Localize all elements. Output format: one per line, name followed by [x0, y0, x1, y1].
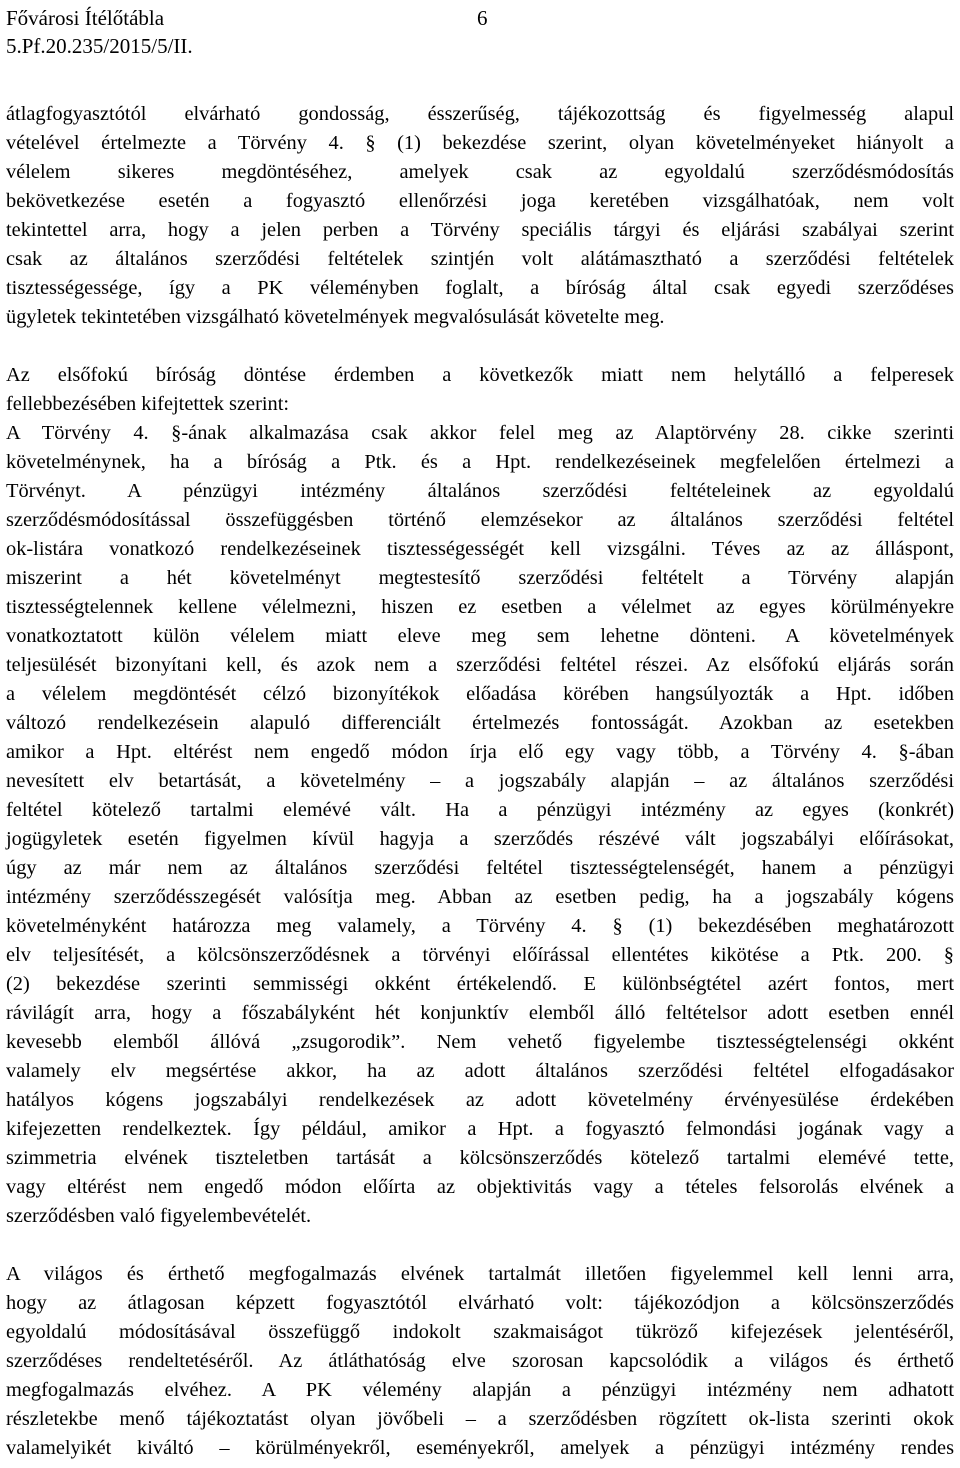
court-name-line: [6, 4, 946, 32]
text-line: tisztességtelennek kellene vélelmezni, hiszen ez esetben a vélelmet az egyes körülményekre: [6, 596, 954, 618]
text-line: megfogalmazás elvéhez. A PK vélemény alapján a pénzügyi intézmény nem adhatott: [6, 1379, 954, 1401]
text-line: egyoldalú módosításával összefüggő indokolt szakmaiságot tükröző kifejezések jelentéséről,: [6, 1321, 954, 1343]
text-line: nevesített elv betartását, a követelmény – a jogszabály alapján – az általános szerződési: [6, 770, 954, 792]
paragraph-1: [6, 100, 954, 332]
case-number: 5.Pf.20.235/2015/5/II.: [6, 34, 193, 58]
paragraph-3: [6, 1260, 954, 1463]
text-line: ok-listára vonatkozó rendelkezéseinek tisztességességét kell vizsgálni. Téves az az álláspont,: [6, 538, 954, 560]
text-line: vételével értelmezte a Törvény 4. § (1) bekezdése szerint, olyan követelményeket hiányolt a: [6, 132, 954, 154]
text-line: bekövetkezése esetén a fogyasztó ellenőrzési joga keretében vizsgálhatóak, nem volt: [6, 190, 954, 212]
text-line: szerződésmódosítással összefüggésben történő elemzésekor az általános szerződési feltétel: [6, 509, 954, 531]
text-line: vagy eltérést nem engedő módon előírta az objektivitás vagy a tételes felsorolás elvének a: [6, 1176, 954, 1198]
text-line: rávilágít arra, hogy a főszabályként hét konjunktív elemből álló feltételsor adott esetben ennél: [6, 1002, 954, 1024]
text-line: úgy az már nem az általános szerződési feltétel tisztességtelenségét, hanem a pénzügyi: [6, 857, 954, 879]
text-line: intézmény szerződésszegését valósítja meg. Abban az esetben pedig, ha a jogszabály kógens: [6, 886, 954, 908]
text-line: elv teljesítését, a kölcsönszerződésnek a törvényi előírással ellentétes kikötése a Ptk. 200. §: [6, 944, 954, 966]
text-line: fellebbezésében kifejtettek szerint:: [6, 393, 290, 415]
text-line: vélelem sikeres megdöntéséhez, amelyek csak az egyoldalú szerződésmódosítás: [6, 161, 954, 183]
text-line: jogügyletek esetén figyelmen kívül hagyja a szerződés részévé vált jogszabályi előírásokat,: [6, 828, 954, 850]
text-line: feltétel kötelező tartalmi elemévé vált. Ha a pénzügyi intézmény az egyes (konkrét): [6, 799, 954, 821]
text-line: vonatkoztatott külön vélelem miatt eleve meg sem lehetne dönteni. A követelmények: [6, 625, 954, 647]
text-line: Az elsőfokú bíróság döntése érdemben a következők miatt nem helytálló a felperesek: [6, 364, 954, 386]
text-line: hatályos kógens jogszabályi rendelkezések az adott követelmény érvényesülése érdekében: [6, 1089, 954, 1111]
text-line: szerződésben való figyelembevételét.: [6, 1205, 312, 1227]
document-body: [6, 100, 954, 1463]
text-line: tekintettel arra, hogy a jelen perben a Törvény speciális tárgyi és eljárási szabályai szerint: [6, 219, 954, 241]
page-header: [6, 4, 946, 60]
paragraph-2: [6, 361, 954, 1231]
text-line: A Törvény 4. §-ának alkalmazása csak akkor felel meg az Alaptörvény 28. cikke szerinti: [6, 422, 954, 444]
text-line: (2) bekezdése szerinti semmisségi okként értékelendő. E különbségtétel azért fontos, mert: [6, 973, 954, 995]
text-line: a vélelem megdöntését célzó bizonyítékok előadása körében hangsúlyozták a Hpt. időben: [6, 683, 954, 705]
court-name: Fővárosi Ítélőtábla: [6, 6, 165, 30]
page-number: 6: [477, 6, 488, 30]
paragraph-spacer: [6, 332, 954, 361]
text-line: amikor a Hpt. eltérést nem engedő módon írja elő egy vagy több, a Törvény 4. §-ában: [6, 741, 954, 763]
text-line: szerződéses rendeltetéséről. Az átláthatóság elve szorosan kapcsolódik a világos és érthető: [6, 1350, 954, 1372]
text-line: szimmetria elvének tiszteletben tartását a kölcsönszerződés kötelező tartalmi elemévé tette,: [6, 1147, 954, 1169]
text-line: miszerint a hét követelményt megtestesítő szerződési feltételt a Törvény alapján: [6, 567, 954, 589]
text-line: Törvényt. A pénzügyi intézmény általános szerződési feltételeinek az egyoldalú: [6, 480, 954, 502]
paragraph-spacer: [6, 1231, 954, 1260]
text-line: valamelyikét kiváltó – körülményekről, eseményekről, amelyek a pénzügyi intézmény rendes: [6, 1437, 954, 1459]
text-line: részletekbe menő tájékoztatást olyan jövőbeli – a szerződésben rögzített ok-lista szerinti okok: [6, 1408, 954, 1430]
text-line: követelménynek, ha a bíróság a Ptk. és a Hpt. rendelkezéseinek megfelelően értelmezi a: [6, 451, 954, 473]
text-line: kevesebb elemből állóvá „zsugorodik”. Nem vehető figyelembe tisztességtelenségi okként: [6, 1031, 954, 1053]
text-line: hogy az átlagosan képzett fogyasztótól elvárható volt: tájékozódjon a kölcsönszerződés: [6, 1292, 954, 1314]
text-line: kifejezetten rendelkeztek. Így például, amikor a Hpt. a fogyasztó felmondási jogának vagy a: [6, 1118, 954, 1140]
text-line: ügyletek tekintetében vizsgálható követelmények megvalósulását követelte meg.: [6, 306, 665, 328]
text-line: valamely elv megsértése akkor, ha az adott általános szerződési feltétel elfogadásakor: [6, 1060, 954, 1082]
text-line: tisztességessége, így a PK véleményben foglalt, a bíróság által csak egyedi szerződéses: [6, 277, 954, 299]
text-line: csak az általános szerződési feltételek szintjén volt alátámasztható a szerződési feltételek: [6, 248, 954, 270]
text-line: A világos és érthető megfogalmazás elvének tartalmát illetően figyelemmel kell lenni arra,: [6, 1263, 954, 1285]
text-line: változó rendelkezésein alapuló differenciált értelmezés fontosságát. Azokban az esetekben: [6, 712, 954, 734]
text-line: követelményként határozza meg valamely, a Törvény 4. § (1) bekezdésében meghatározott: [6, 915, 954, 937]
text-line: teljesülését bizonyítani kell, és azok nem a szerződési feltétel részei. Az elsőfokú eljárás során: [6, 654, 954, 676]
text-line: átlagfogyasztótól elvárható gondosság, ésszerűség, tájékozottság és figyelmesség alapul: [6, 103, 954, 125]
